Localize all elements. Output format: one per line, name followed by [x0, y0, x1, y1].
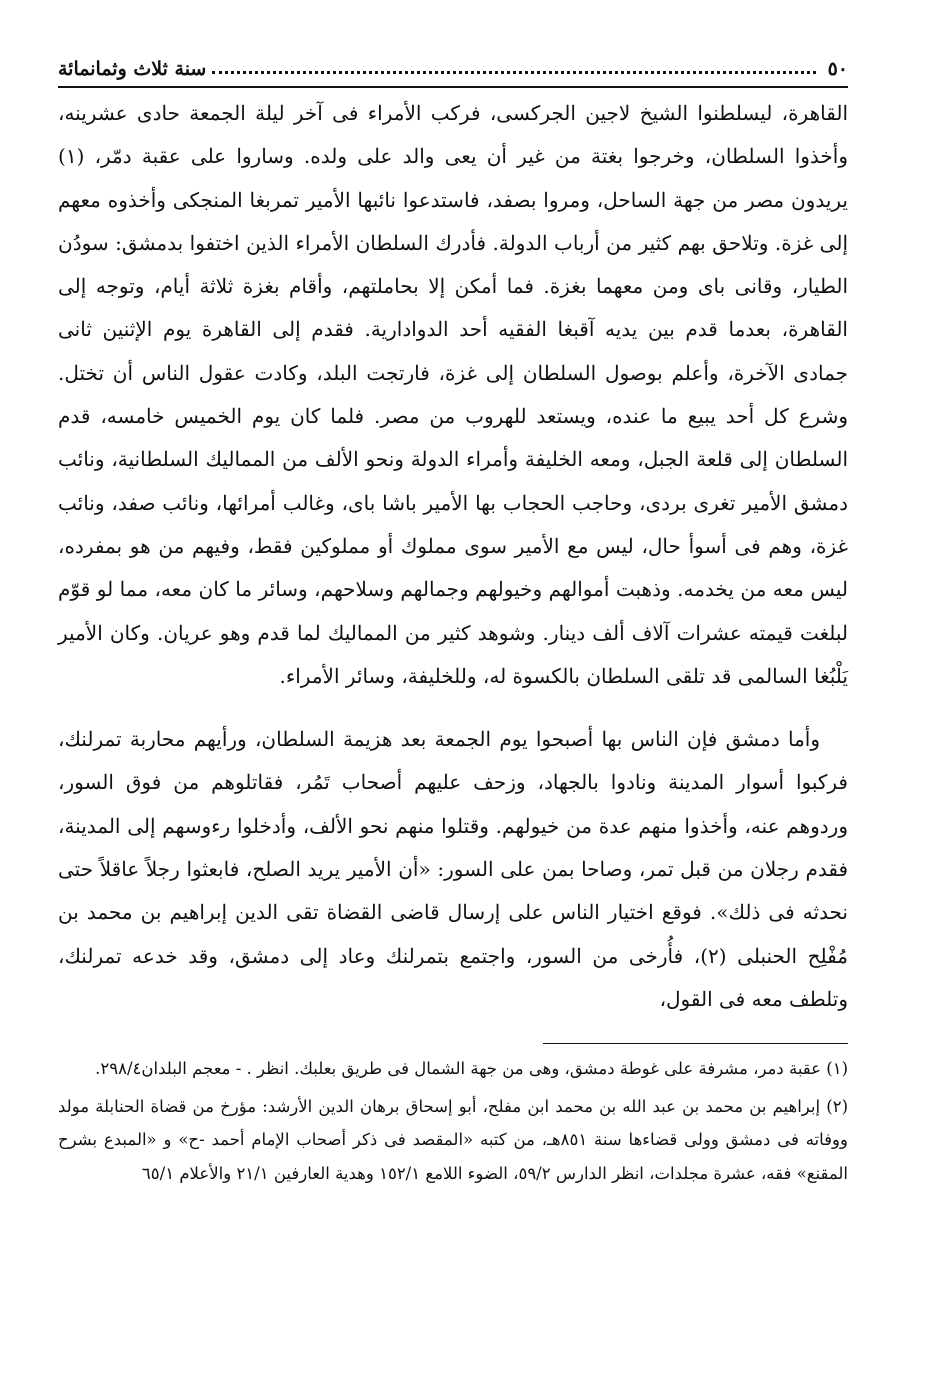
page-number: ٥٠	[827, 58, 848, 80]
footnote-1: (١) عقبة دمر، مشرفة على غوطة دمشق، وهى من جهة الشمال فى طريق بعلبك. انظر . - معجم البلدان٢٩٨/٤.	[95, 1059, 848, 1079]
footnote-separator	[543, 1043, 848, 1044]
running-title: سنة ثلاث وثمانمائة	[58, 58, 207, 80]
book-page	[58, 52, 848, 1362]
footnote-2: (٢) إبراهيم بن محمد بن عبد الله بن محمد ابن مفلح، أبو إسحاق برهان الدين الأرشد: مؤرخ من قضاة الحنابلة مولد ووفاته فى دمشق وولى قضاءها سنة ٨٥١هـ، من كتبه «المقصد فى ذكر أصحاب الإمام أحمد -ح» و «المبدع بشرح المقنع» فقه، عشرة مجلدات، انظر الدارس ٥٩/٢، الضوء اللامع ١٥٢/١ وهدية العارفين ٢١/١ والأعلام ٦٥/١	[58, 1096, 848, 1183]
body-paragraph: القاهرة، ليسلطنوا الشيخ لاجين الجركسى، فركب الأمراء فى آخر ليلة الجمعة حادى عشرينه، وأخذوا السلطان، وخرجوا بغتة من غير أن يعى والد على ولده. وساروا على عقبة دمّر، (١) يريدون مصر من جهة الساحل، ومروا بصفد، فاستدعوا نائبها الأمير تمربغا المنجكى وأخذوه معهم إلى غزة. وتلاحق بهم كثير من أرباب الدولة. فأدرك السلطان الأمراء الذين اختفوا بدمشق: سودُن الطيار، وقانى باى ومن معهما بغزة. فما أمكن إلا بحاملتهم، وأقام بغزة ثلاثة أيام، وتوجه إلى القاهرة، بعدما قدم بين يديه آقبغا الفقيه أحد الدوادارية. فقدم إلى القاهرة يوم الإثنين ثانى جمادى الآخرة، وأعلم بوصول السلطان إلى غزة، فارتجت البلد، وكادت عقول الناس أن تختل. وشرع كل أحد يبيع ما عنده، ويستعد للهروب من مصر. فلما كان يوم الخميس خامسه، قدم السلطان إلى قلعة الجبل، ومعه الخليفة وأمراء الدولة ونحو الألف من المماليك السلطانية، ونائب دمشق الأمير تغرى بردى، وحاجب الحجاب بها الأمير باشا باى، وغالب أمرائها، ونائب صفد، ونائب غزة، وهم فى أسوأ حال، ليس مع الأمير سوى مملوك أو مملوكين فقط، وفيهم من هو بمفرده، ليس معه من يخدمه. وذهبت أموالهم وخيولهم وجمالهم وسلاحهم، وسائر ما كان معه، مما لو قوّم لبلغت قيمته عشرات آلاف ألف دينار. وشوهد كثير من المماليك لما قدم وهو عريان. وكان الأمير يَلْبُغا السالمى قد تلقى السلطان بالكسوة له، وللخليفة، وسائر الأمراء.	[58, 101, 849, 688]
body-paragraph: وأما دمشق فإن الناس بها أصبحوا يوم الجمعة بعد هزيمة السلطان، ورأيهم محاربة تمرلنك، فركبوا أسوار المدينة ونادوا بالجهاد، وزحف عليهم أصحاب تَمُر، فقاتلوهم من فوق السور، وردوهم عنه، وأخذوا منهم عدة من خيولهم. وقتلوا منهم نحو الألف، وأدخلوا رءوسهم إلى المدينة، فقدم رجلان من قبل تمر، وصاحا بمن على السور: «أن الأمير يريد الصلح، فابعثوا رجلاً عاقلاً حتى نحدثه فى ذلك». فوقع اختيار الناس على إرسال قاضى القضاة تقى الدين إبراهيم بن محمد بن مُفْلِح الحنبلى (٢)، فأُرخى من السور، واجتمع بتمرلنك وعاد إلى دمشق، وقد خدعه تمرلنك، وتلطف معه فى القول،	[58, 727, 848, 1011]
header-leader-dots	[212, 61, 815, 74]
footnotes	[58, 1052, 848, 1190]
page-header	[58, 52, 848, 88]
